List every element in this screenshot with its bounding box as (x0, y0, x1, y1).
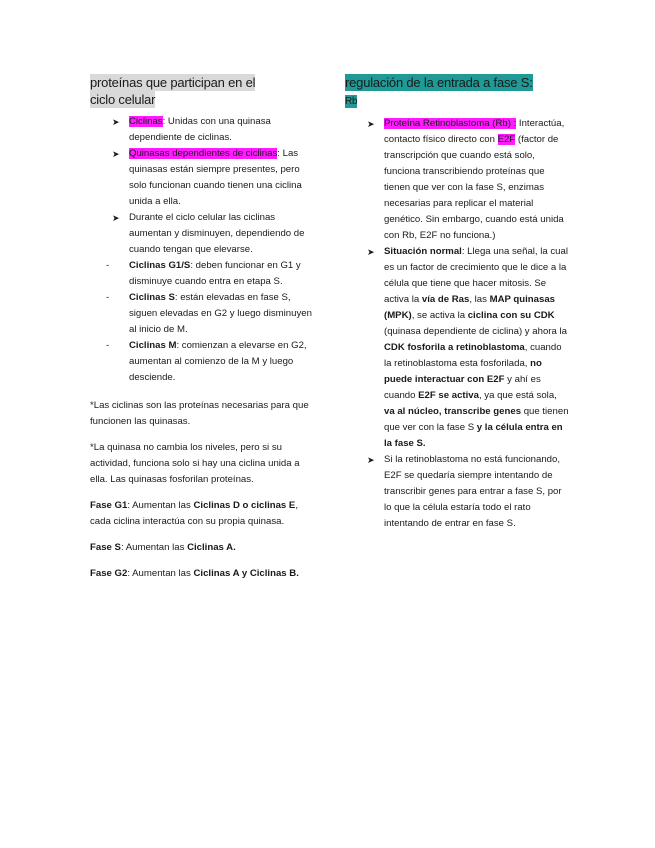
bold-segment: no puede interactuar con E2F (384, 358, 542, 385)
fase-g1-term: Fase G1 (90, 500, 128, 511)
list-item-text: : están elevadas en fase S, siguen elevadas en G2 y luego disminuyen al inicio de M. (129, 292, 312, 335)
fase-g2-text-a: : Aumentan las (127, 568, 194, 579)
bold-segment: vía de Ras (421, 294, 470, 305)
text-segment: , se activa la (411, 310, 468, 321)
fase-g2-term: Fase G2 (90, 568, 128, 579)
term-ciclinas-g1s: Ciclinas G1/S (129, 260, 191, 271)
left-heading (90, 74, 318, 108)
right-heading (345, 74, 570, 110)
list-item-text: : Unidas con una quinasa dependiente de ciclinas. (129, 116, 271, 143)
right-column (345, 74, 570, 532)
note-quinasa: *La quinasa no cambia los niveles, pero si su actividad, funciona solo si hay una ciclina unida a ella. Las quinasas fosforilan proteínas. (90, 442, 300, 485)
term-e2f: E2F (497, 134, 516, 145)
dash-bullet-icon: - (106, 292, 110, 303)
bold-segment: y la célula entra en la fase S. (384, 422, 563, 449)
arrowhead-bullet-icon: ➤ (367, 119, 375, 129)
arrowhead-bullet-icon: ➤ (112, 149, 120, 159)
right-heading-line2: Rb (345, 96, 358, 107)
fase-s (90, 540, 318, 556)
left-heading-line2: ciclo celular (90, 92, 156, 107)
fase-s-ciclinas: Ciclinas A. (187, 542, 236, 553)
bold-segment: ciclina con su CDK (467, 310, 555, 321)
arrowhead-bullet-icon: ➤ (112, 117, 120, 127)
arrowhead-bullet-icon: ➤ (112, 213, 120, 223)
fase-g2 (90, 566, 318, 582)
list-item-text: : Las quinasas están siempre presentes, pero solo funcionan cuando tienen una ciclina unida a ella. (129, 148, 302, 207)
text-segment: , las (469, 294, 490, 305)
fase-g1-text-a: : Aumentan las (127, 500, 194, 511)
right-bullet-list (345, 116, 570, 532)
dash-bullet-icon: - (106, 260, 110, 271)
dash-bullet-icon: - (106, 340, 110, 351)
fase-s-text-a: : Aumentan las (120, 542, 188, 553)
bold-segment: CDK fosforila a retinoblastoma (384, 342, 525, 353)
list-item-text: Interactúa, contacto físico directo con (384, 118, 565, 145)
left-bullet-list (90, 114, 318, 386)
list-item-text: : deben funcionar en G1 y disminuye cuando entra en etapa S. (129, 260, 301, 287)
term-ciclinas-m: Ciclinas M (129, 340, 177, 351)
term-ciclinas-s: Ciclinas S (129, 292, 175, 303)
term-situacion-normal: Situación normal (384, 246, 462, 257)
fase-g1-text-c: , cada ciclina interactúa con su propia quinasa. (90, 500, 298, 527)
bold-segment: MAP quinasas (MPK) (384, 294, 556, 321)
list-item-text: Si la retinoblastoma no está funcionando, E2F se quedaría siempre intentando de transcribir genes para entrar a fase S, por lo que la célula estaría todo el rato intentando de entrar en fase S. (384, 454, 562, 529)
list-item (345, 116, 570, 244)
list-item (90, 290, 318, 338)
text-segment: y ahí es cuando (384, 374, 541, 401)
list-item (90, 258, 318, 290)
list-item (345, 244, 570, 452)
text-segment: , ya que está sola, (478, 390, 557, 401)
arrowhead-bullet-icon: ➤ (367, 247, 375, 257)
arrowhead-bullet-icon: ➤ (367, 455, 375, 465)
text-segment: : Llega una señal, la cual es un factor de crecimiento que le dice a la célula que tiene que hacer mitosis. Se activa la (384, 246, 568, 305)
list-item-text: Durante el ciclo celular las ciclinas aumentan y disminuyen, dependiendo de cuando tengan que elevarse. (129, 212, 305, 255)
term-retinoblastoma: Proteína Retinoblastoma (Rb) : (384, 118, 517, 129)
list-item (345, 452, 570, 532)
list-item-text: : comienzan a elevarse en G2, aumentan al comienzo de la M y luego desciende. (129, 340, 307, 383)
text-segment: (quinasa dependiente de ciclina) y ahora la (384, 326, 567, 337)
text-segment: , cuando la retinoblastoma esta fosforilada, (384, 342, 562, 369)
list-item (90, 114, 318, 146)
term-quinasas: Quinasas dependientes de ciclinas (129, 148, 278, 159)
fase-s-term: Fase S (90, 542, 121, 553)
fase-g1 (90, 498, 318, 530)
term-ciclinas: Ciclinas (129, 116, 163, 127)
bold-segment: va al núcleo, transcribe genes (384, 406, 522, 417)
note-ciclinas: *Las ciclinas son las proteínas necesarias para que funcionen las quinasas. (90, 400, 309, 427)
list-item-text: (factor de transcripción que cuando está solo, funciona transcribiendo proteínas que tienen que ver con la fase S, enzimas necesarias para replicar el material genético. Sin embargo, cuando está unida con Rb, E2F no funciona.) (384, 134, 564, 241)
right-heading-line1: regulación de la entrada a fase S: (345, 75, 533, 90)
left-column (90, 74, 318, 582)
bold-segment: E2F se activa (418, 390, 479, 401)
fase-g1-ciclinas: Ciclinas D o ciclinas E (193, 500, 296, 511)
text-segment: que tienen que ver con la fase S (384, 406, 569, 433)
list-item (90, 338, 318, 386)
list-item (90, 146, 318, 210)
list-item (90, 210, 318, 258)
left-heading-line1: proteínas que participan en el (90, 75, 256, 90)
fase-g2-ciclinas: Ciclinas A y Ciclinas B. (193, 568, 299, 579)
